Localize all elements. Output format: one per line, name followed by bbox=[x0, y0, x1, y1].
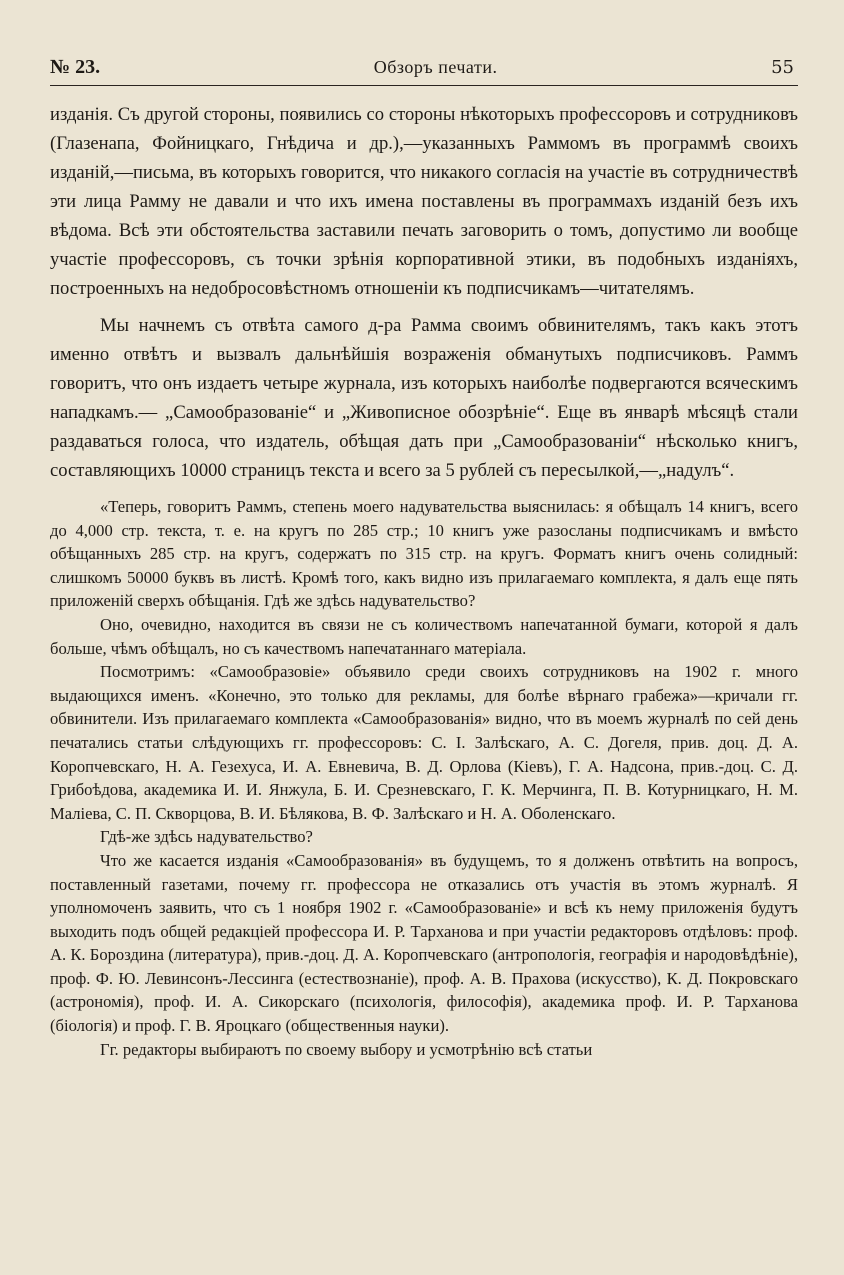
quoted-text bbox=[50, 495, 798, 1061]
running-header bbox=[50, 56, 798, 79]
quote-paragraph: Посмотримъ: «Самообразовіе» объявило среди своихъ сотрудниковъ на 1902 г. много выдающихся именъ. «Конечно, это только для рекламы, для болѣе вѣрнаго грабежа»—кричали гг. обвинители. Изъ прилагаемаго комплекта «Самообразованія» видно, что въ моемъ журналѣ по сей день печатались статьи слѣдующихъ гг. профессоровъ: С. І. Залѣскаго, А. С. Догеля, прив. доц. Д. А. Коропчевскаго, Н. А. Гезехуса, И. А. Евневича, В. Д. Орлова (Кіевъ), Г. А. Надсона, прив.-доц. С. Д. Грибоѣдова, академика И. И. Янжула, Б. И. Срезневскаго, Г. К. Мерчинга, П. В. Котурницкаго, Н. М. Маліева, С. П. Скворцова, В. И. Бѣлякова, В. Ф. Залѣскаго и Н. А. Оболенскаго. bbox=[50, 662, 798, 823]
header-rule bbox=[50, 85, 798, 86]
quote-paragraph: Гдѣ-же здѣсь надувательство? bbox=[100, 827, 313, 847]
quote-paragraph: «Теперь, говоритъ Раммъ, степень моего надувательства выяснилась: я обѣщалъ 14 книгъ, всего до 4,000 стр. текста, т. е. на кругъ по 285 стр.; 10 книгъ уже разосланы подписчикамъ и вмѣсто обѣщанныхъ 285 стр. на кругъ, содержатъ по 315 стр. на кругъ. Форматъ книгъ очень солидный: слишкомъ 50000 буквъ въ листѣ. Кромѣ того, какъ видно изъ прилагаемаго комплекта, я далъ еще пять приложеній сверхъ обѣщанія. Гдѣ же здѣсь надувательство? bbox=[50, 497, 798, 611]
issue-number: № 23. bbox=[50, 56, 101, 78]
main-text bbox=[50, 100, 798, 485]
section-title: Обзоръ печати. bbox=[373, 57, 498, 77]
quote-paragraph: Оно, очевидно, находится въ связи не съ количествомъ напечатанной бумаги, которой я далъ больше, чѣмъ обѣщалъ, но съ качествомъ напечатаннаго матеріала. bbox=[50, 614, 798, 658]
page-number: 55 bbox=[771, 57, 794, 78]
quote-paragraph: Гг. редакторы выбираютъ по своему выбору и усмотрѣнію всѣ статьи bbox=[100, 1039, 593, 1059]
paragraph: Мы начнемъ съ отвѣта самого д-ра Рамма своимъ обвинителямъ, такъ какъ этотъ именно отвѣтъ и вызвалъ дальнѣйшія возраженія обманутыхъ подписчиковъ. Раммъ говоритъ, что онъ издаетъ четыре журнала, изъ которыхъ наиболѣе подвергаются всяческимъ нападкамъ.— „Самообразованіе“ и „Живописное обозрѣніе“. Еще въ январѣ мѣсяцѣ стали раздаваться голоса, что издатель, обѣщая дать при „Самообразованіи“ нѣсколько книгъ, составляющихъ 10000 страницъ текста и всего за 5 рублей съ пересылкой,—„надулъ“. bbox=[50, 315, 798, 481]
quote-paragraph: Что же касается изданія «Самообразованія» въ будущемъ, то я долженъ отвѣтить на вопросъ, поставленный газетами, почему гг. профессора не отказались отъ участія въ этомъ журналѣ. Я уполномоченъ заявить, что съ 1 ноября 1902 г. «Самообразованіе» и всѣ къ нему приложенія будутъ выходить подъ общей редакціей профессора И. Р. Тарханова и при участіи редакторовъ отдѣловъ: проф. А. К. Бороздина (литература), прив.-доц. Д. А. Коропчевскаго (антропологія, географія и народовѣдѣніе), проф. Ф. Ю. Левинсонъ-Лессинга (естествознаніе), проф. А. В. Прахова (искусство), К. Д. Покровскаго (астрономія), проф. И. А. Сикорскаго (психологія, философія), академика проф. И. Р. Тарханова (біологія) и проф. Г. В. Яроцкаго (общественныя науки). bbox=[50, 850, 798, 1036]
paragraph: изданія. Съ другой стороны, появились со стороны нѣкоторыхъ профессоровъ и сотрудниковъ (Глазенапа, Фойницкаго, Гнѣдича и др.),—указанныхъ Раммомъ въ программѣ своихъ изданій,—письма, въ которыхъ говорится, что никакого согласія на участіе въ сотрудничествѣ эти лица Рамму не давали и что ихъ имена поставлены въ программахъ изданій безъ ихъ вѣдома. Всѣ эти обстоятельства заставили печать заговорить о томъ, допустимо ли вообще участіе профессоровъ, съ точки зрѣнія корпоративной этики, въ подобныхъ изданіяхъ, построенныхъ на недобросовѣстномъ отношеніи къ подписчикамъ—читателямъ. bbox=[50, 104, 798, 299]
